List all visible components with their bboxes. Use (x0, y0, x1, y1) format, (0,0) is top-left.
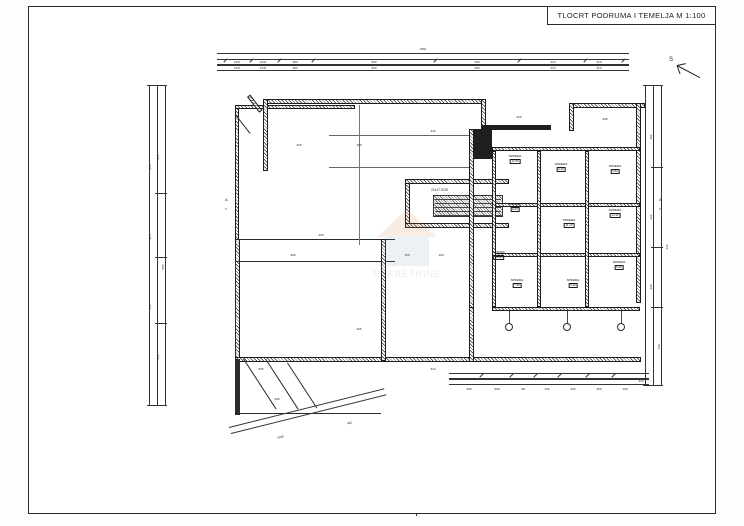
room-2-name: SPREMA (554, 162, 568, 166)
dim-bottom-4: 262 (570, 387, 576, 391)
dim-right-4: 244 (665, 244, 669, 250)
dim-top-overall: 1064 (419, 47, 427, 51)
room-3-area: 9.80 (612, 168, 618, 173)
dim-bottom-5: 455 (596, 387, 602, 391)
room-lower-left (235, 261, 383, 359)
wall-chamfer-upper (247, 95, 262, 113)
dim-left-4: 286 (156, 154, 160, 160)
dim-top-b-6: 310 (596, 66, 602, 70)
room-6-name: SPREMA (508, 202, 522, 206)
room-label-6 (509, 203, 522, 212)
room-8-name: SPREMA (510, 278, 524, 282)
dim-top-a-2: 283 (292, 60, 298, 64)
dim-top-a-4: 450 (474, 60, 480, 64)
section-mark-left: A (225, 197, 228, 202)
wall-right-inner-0 (492, 151, 496, 307)
room-label-8 (511, 279, 524, 288)
section-mark-right: A (659, 197, 662, 202)
wall-corridor-top (492, 147, 640, 151)
room-2-area: 6.20 (558, 166, 564, 171)
dim-top-a-3: 500 (371, 60, 377, 64)
room-label-5 (563, 219, 576, 228)
dim-top-b-4: 450 (474, 66, 480, 70)
title-block (547, 7, 715, 25)
footing-marker-1 (505, 323, 513, 331)
wall-bottom-right-main (469, 357, 641, 362)
wall-bottom-right (492, 307, 640, 311)
watermark-text: NEKRETNINE (372, 269, 441, 279)
dim-bottom-6: 105 (622, 387, 628, 391)
wall-right-inner-2 (585, 151, 589, 307)
dim-left-2: 313 (148, 304, 152, 310)
room-10-area: 8.40 (616, 264, 622, 269)
dim-bottom-1: 506 (494, 387, 500, 391)
room-label-4 (609, 209, 622, 218)
guide-line-3 (359, 105, 360, 245)
dim-top-a-1: 1042 (259, 60, 267, 64)
section-mark-left-sub: 2 (225, 207, 227, 211)
guide-line-1 (329, 135, 469, 136)
room-10-name: SPREMA (612, 260, 626, 264)
room-7-name: HODNIK (493, 250, 505, 254)
dim-top-b-0: 1437 (233, 66, 241, 70)
room-label-7 (493, 251, 505, 260)
dim-inner-bot-1: 310 (430, 367, 436, 371)
wall-left-ext (235, 359, 240, 415)
dim-top-b-2: 283 (292, 66, 298, 70)
sheet-title: TLOCRT PODRUMA I TEMELJA M 1:100 (557, 11, 706, 20)
wall-top-main (263, 99, 483, 104)
wall-right-notch (569, 103, 574, 131)
room-8-area: 7.65 (514, 282, 520, 287)
room-5-name: SPREMA (562, 218, 576, 222)
guide-line-2 (329, 167, 469, 168)
dim-top-b-3: 500 (371, 66, 377, 70)
dim-inner-mid-3: 205 (318, 233, 324, 237)
drawing-frame (28, 6, 716, 514)
wall-left-lower-right (469, 307, 474, 362)
room-9-area: 5.90 (570, 282, 576, 287)
dim-top-a-6: 310 (596, 60, 602, 64)
dim-inner-top-3: 320 (516, 115, 522, 119)
dim-top-a-0: 1437 (233, 60, 241, 64)
dim-inner-mid-2: 100 (438, 253, 444, 257)
dim-inner-top-2: 340 (430, 129, 436, 133)
room-4-name: SPREMA (608, 208, 622, 212)
dim-left-0: 210 (148, 164, 152, 170)
dim-bottom-3: 100 (544, 387, 550, 391)
wall-angled-lower-3 (287, 362, 317, 408)
dim-bottom-0: 365 (466, 387, 472, 391)
wall-bottom-main (235, 357, 485, 362)
room-3-name: SPREMA (608, 164, 622, 168)
room-6-area: 8.40 (512, 206, 518, 211)
wall-right-inner-1 (537, 151, 541, 307)
dim-left-5: 203 (156, 354, 160, 360)
wall-left-main-upper (263, 99, 268, 171)
room-label-1 (509, 155, 522, 164)
room-7-area: 10.05 (495, 254, 503, 259)
dim-inner-top-0: 225 (296, 143, 302, 147)
room-4-area: 14.30 (611, 212, 619, 217)
footing-marker-2 (563, 323, 571, 331)
dim-inner-mid-0: 300 (290, 253, 296, 257)
room-1-name: SPREMA (508, 154, 522, 158)
dim-inner-bot-2: 565 (258, 367, 264, 371)
wall-top-right (569, 103, 645, 108)
dim-bottom-2: 98 (521, 387, 525, 391)
room-label-2 (555, 163, 568, 172)
dim-diagonal-0: 1045 (276, 434, 285, 440)
dim-right-3: 160 (657, 344, 661, 350)
dim-inner-top-4: 208 (602, 117, 608, 121)
dim-left-1: 225 (148, 234, 152, 240)
footing-marker-3 (617, 323, 625, 331)
dim-inner-top-1: 150 (356, 143, 362, 147)
dim-top-b-5: 222 (550, 66, 556, 70)
north-label: S (669, 57, 674, 63)
dim-inner-mid-1: 155 (404, 253, 410, 257)
wall-stair-left (405, 179, 410, 227)
room-label-9 (567, 279, 580, 288)
dim-right-0: 152 (649, 134, 653, 140)
stair-note: 22x17.5/28 (431, 188, 448, 192)
wall-mid-vertical (381, 239, 386, 361)
dim-top-a-5: 222 (550, 60, 556, 64)
dim-right-2: 240 (649, 284, 653, 290)
room-1-area: 12.50 (511, 158, 519, 163)
dim-bottom-7: 310 (638, 379, 644, 383)
dim-diagonal-1: 462 (346, 420, 353, 426)
dim-top-b-1: 1042 (259, 66, 267, 70)
room-5-area: 11.10 (565, 222, 573, 227)
dim-right-1: 332 (649, 214, 653, 220)
wall-left-upper (235, 105, 239, 245)
dim-left-3: 505 (161, 264, 165, 270)
wall-block-a (474, 129, 492, 159)
room-9-name: SPREMA (566, 278, 580, 282)
room-label-10 (613, 261, 626, 270)
section-mark-right-sub: 2 (659, 207, 661, 211)
line-mid-left (235, 239, 395, 240)
dim-inner-bot-0: 205 (356, 327, 362, 331)
dim-inner-bot-3: 200 (274, 397, 280, 401)
room-label-3 (609, 165, 622, 174)
